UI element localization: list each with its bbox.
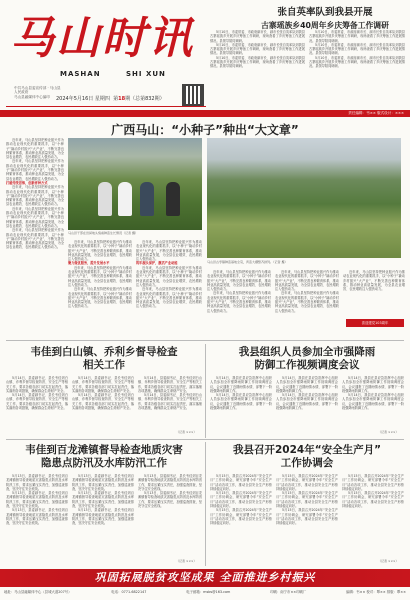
feature-body-col3: 近年来，马山县坚持把种业振兴作为推动农业现代化的重要抓手，以“小种子”撬动乡村振兴“大产业”，不断完善良种繁育体系，推动种业高质量发展，为全县农业增效、农民增收注入强劲动力。 筑牢源头保护，激活产业动能 近年来，马山县坚持把种业振兴作为推动农业现代化的重要抓手，以“小种子”撬动乡村振兴“大产业”，不断完善良种繁育体系，推动种业高质量发展，为全县农业增效、农民增收注入强劲动力。 近年来，马山县坚持把种业振兴作为推动农业现代化的重要抓手，以“小种子”撬动乡村振兴“大产业”，不断完善良种繁育体系，推动种业高质量发展，为全县农业增效、农民增收注入强劲动力。 (136, 240, 202, 309)
article-1-body-col1: 5月14日，县委副书记、县长韦佳到白山镇、乔利乡督导检查防汛、安全生产等相关工作，要求各级各部门切实扛起责任，落实落细各项措施，确保群众生命财产安全。 5月14日，县委副书记、县长韦佳到白山镇、乔利乡督导检查防汛、安全生产等相关工作，要求各级各部门切实扛起责任，落实落细各项措施，确保群众生命财产安全。 (6, 376, 68, 411)
article-1-body-col2: 5月14日，县委副书记、县长韦佳到白山镇、乔利乡督导检查防汛、安全生产等相关工作，要求各级各部门切实扛起责任，落实落细各项措施，确保群众生命财产安全。 5月14日，县委副书记、县长韦佳到白山镇、乔利乡督导检查防汛、安全生产等相关工作，要求各级各部门切实扛起责任，落实落细各项措施，确保群众生命财产安全。 (72, 376, 134, 411)
publisher-line1: 中共马山县委宣传部 · 马山县人民政府 (14, 86, 61, 95)
feature-subheading-1: 打破传统思维，创新育种方式 (6, 180, 48, 185)
section-bar (0, 110, 410, 117)
article-3-body-col1: 5月13日，县委副书记、县长韦佳到百龙滩镇督导检查地质灾害隐患点防汛及水库防汛工作，要求压紧压实责任，加强巡查排查，坚决守住安全底线。 5月13日，县委副书记、县长韦佳到百龙滩镇督导检查地质灾害隐患点防汛及水库防汛工作，要求压紧压实责任，加强巡查排查，坚决守住安全底线。 5月13日，县委副书记、县长韦佳到百龙滩镇督导检查地质灾害隐患点防汛及水库防汛工作，要求压紧压实责任，加强巡查排查，坚决守住安全底线。 (6, 474, 68, 526)
article-4-byline: （记者 ×××） (378, 559, 399, 563)
party-anniversary-badge: 喜迎建党103周年 (346, 319, 404, 327)
footer-print: 印刷：南宁市××印刷厂 (270, 590, 307, 594)
article-3-body-col3: 5月13日，县委副书记、县长韦佳到百龙滩镇督导检查地质灾害隐患点防汛及水库防汛工作，要求压紧压实责任，加强巡查排查，坚决守住安全底线。 5月13日，县委副书记、县长韦佳到百龙滩镇督导检查地质灾害隐患点防汛及水库防汛工作，要求压紧压实责任，加强巡查排查，坚决守住安全底线。 (138, 474, 202, 509)
top-story-headline (245, 4, 405, 31)
feature-photo-field (68, 138, 202, 230)
publisher-line2: 马山县融媒体中心编印 (14, 94, 50, 99)
article-4-body-col2: 5月15日，我县召开2024年“安全生产月”工作协调会，研究部署今年“安全生产月”活动各项工作，推动全县安全生产形势持续稳定向好。 5月15日，我县召开2024年“安全生产月”工作协调会，研究部署今年“安全生产月”活动各项工作，推动全县安全生产形势持续稳定向好。 5月15日，我县召开2024年“安全生产月”工作协调会，研究部署今年“安全生产月”活动各项工作，推动全县安全生产形势持续稳定向好。 (276, 474, 338, 526)
article-2-byline: （记者 ×××） (378, 430, 399, 434)
pinyin-left: MASHAN (60, 70, 101, 78)
footer-phone: 电话：0771-6822147 (111, 590, 147, 594)
article-1-body-col3: 5月14日，县委副书记、县长韦佳到白山镇、乔利乡督导检查防汛、安全生产等相关工作，要求各级各部门切实扛起责任，落实落细各项措施，确保群众生命财产安全。 5月14日，县委副书记、县长韦佳到白山镇、乔利乡督导检查防汛、安全生产等相关工作，要求各级各部门切实扛起责任，落实落细各项措施，确保群众生命财产安全。 (138, 376, 202, 411)
slogan-banner: 巩固拓展脱贫攻坚成果 全面推进乡村振兴 (0, 569, 410, 587)
article-1-title: 韦佳到白山镇、乔利乡督导检查 相关工作 (30, 346, 178, 371)
article-2-body-col2: 5月14日，我县在县应急指挥中心组织人员参加全市强降雨防御工作视频调度会议，会议通报了近期雨情水情，部署下一阶段强降雨防御工作。 5月14日，我县在县应急指挥中心组织人员参加全市强降雨防御工作视频调度会议，会议通报了近期雨情水情，部署下一阶段强降雨防御工作。 (276, 376, 338, 411)
top-story-body-2: 5月10日，市委常委、市政府副市长、副市长张自英率队到我县古寨瑶族乡开展乡庆筹备工作调研，现场查看了乡庆筹备工作进展情况。县领导陪同调研。 5月10日，市委常委、市政府副市长、副市长张自英率队到我县古寨瑶族乡开展乡庆筹备工作调研，现场查看了乡庆筹备工作进展情况。县领导陪同调研。 5月10日，市委常委、市政府副市长、副市长张自英率队到我县古寨瑶族乡开展乡庆筹备工作调研，现场查看了乡庆筹备工作进展情况。县领导陪同调研。 (309, 30, 405, 69)
section-bar-text: 责任编辑：韦×× 版式设计：××× (348, 111, 404, 115)
feature-body-col6: 近年来，马山县坚持把种业振兴作为推动农业现代化的重要抓手，以“小种子”撬动乡村振兴“大产业”，不断完善良种繁育体系，推动种业高质量发展，为全县农业增效、农民增收注入强劲动力。 (343, 270, 405, 292)
qr-code-icon (182, 84, 204, 106)
masthead-title: 马山时讯 (10, 13, 194, 64)
article-4-title: 我县召开2024年“安全生产月” 工作协调会 (232, 444, 382, 469)
article-3-byline: （记者 ×××） (176, 559, 197, 563)
article-4-body-col1: 5月15日，我县召开2024年“安全生产月”工作协调会，研究部署今年“安全生产月”活动各项工作，推动全县安全生产形势持续稳定向好。 5月15日，我县召开2024年“安全生产月”工作协调会，研究部署今年“安全生产月”活动各项工作，推动全县安全生产形势持续稳定向好。 5月15日，我县召开2024年“安全生产月”工作协调会，研究部署今年“安全生产月”活动各项工作，推动全县安全生产形势持续稳定向好。 (210, 474, 272, 526)
article-2-body-col3: 5月14日，我县在县应急指挥中心组织人员参加全市强降雨防御工作视频调度会议，会议通报了近期雨情水情，部署下一阶段强降雨防御工作。 5月14日，我县在县应急指挥中心组织人员参加全市强降雨防御工作视频调度会议，会议通报了近期雨情水情，部署下一阶段强降雨防御工作。 (342, 376, 404, 411)
article-3-body-col2: 5月13日，县委副书记、县长韦佳到百龙滩镇督导检查地质灾害隐患点防汛及水库防汛工作，要求压紧压实责任，加强巡查排查，坚决守住安全底线。 5月13日，县委副书记、县长韦佳到百龙滩镇督导检查地质灾害隐患点防汛及水库防汛工作，要求压紧压实责任，加强巡查排查，坚决守住安全底线。 5月13日，县委副书记、县长韦佳到百龙滩镇督导检查地质灾害隐患点防汛及水库防汛工作，要求压紧压实责任，加强巡查排查，坚决守住安全底线。 (72, 474, 134, 526)
pinyin-right: SHI XUN (126, 70, 166, 78)
masthead-pinyin (60, 70, 188, 78)
issue-date: 2024年5月16日 (56, 96, 94, 102)
footer (4, 589, 406, 594)
issue-info: 2024年5月16日 星期四 第18期（总第832期） (56, 96, 165, 102)
feature-headline: 广西马山：“小种子”种出“大文章” (111, 123, 299, 137)
feature-body-col1: 近年来，马山县坚持把种业振兴作为推动农业现代化的重要抓手，以“小种子”撬动乡村振兴“大产业”，不断完善良种繁育体系，推动种业高质量发展，为全县农业增效、农民增收注入强劲动力。 近年来，马山县坚持把种业振兴作为推动农业现代化的重要抓手，以“小种子”撬动乡村振兴“大产业”，不断完善良种繁育体系，推动种业高质量发展，为全县农业增效、农民增收注入强劲动力。 打破传统思维，创新育种方式 近年来，马山县坚持把种业振兴作为推动农业现代化的重要抓手，以“小种子”撬动乡村振兴“大产业”，不断完善良种繁育体系，推动种业高质量发展，为全县农业增效、农民增收注入强劲动力。 近年来，马山县坚持把种业振兴作为推动农业现代化的重要抓手，以“小种子”撬动乡村振兴“大产业”，不断完善良种繁育体系，推动种业高质量发展，为全县农业增效、农民增收注入强劲动力。 近年来，马山县坚持把种业振兴作为推动农业现代化的重要抓手，以“小种子”撬动乡村振兴“大产业”，不断完善良种繁育体系，推动种业高质量发展，为全县农业增效、农民增收注入强劲动力。 (6, 138, 64, 250)
feature-subheading-2: 聚力做优服务，提升发展水平 (68, 261, 110, 266)
issue-weekday: 星期四 (94, 96, 110, 102)
feature-body-col4: 近年来，马山县坚持把种业振兴作为推动农业现代化的重要抓手，以“小种子”撬动乡村振兴“大产业”，不断完善良种繁育体系，推动种业高质量发展，为全县农业增效、农民增收注入强劲动力。 近年来，马山县坚持把种业振兴作为推动农业现代化的重要抓手，以“小种子”撬动乡村振兴“大产业”，不断完善良种繁育体系，推动种业高质量发展，为全县农业增效、农民增收注入强劲动力。 (207, 270, 271, 313)
top-story-body-1: 5月10日，市委常委、市政府副市长、副市长张自英率队到我县古寨瑶族乡开展乡庆筹备工作调研，现场查看了乡庆筹备工作进展情况。县领导陪同调研。 5月10日，市委常委、市政府副市长、副市长张自英率队到我县古寨瑶族乡开展乡庆筹备工作调研，现场查看了乡庆筹备工作进展情况。县领导陪同调研。 5月10日，市委常委、市政府副市长、副市长张自英率队到我县古寨瑶族乡开展乡庆筹备工作调研，现场查看了乡庆筹备工作进展情况。县领导陪同调研。 (210, 30, 305, 69)
footer-editor: 编辑：韦×× 校对：覃×× 排版：覃×× (346, 590, 406, 594)
top-story-title: 张自英率队到我县开展 (277, 7, 373, 18)
footer-address: 地址：马山县融媒体中心（县城大道207号） (4, 590, 72, 594)
issue-number: 18 (118, 96, 126, 102)
feature-subheading-3: 筑牢源头保护，激活产业动能 (136, 261, 178, 266)
feature-body-col5: 近年来，马山县坚持把种业振兴作为推动农业现代化的重要抓手，以“小种子”撬动乡村振兴“大产业”，不断完善良种繁育体系，推动种业高质量发展，为全县农业增效、农民增收注入强劲动力。 近年来，马山县坚持把种业振兴作为推动农业现代化的重要抓手，以“小种子”撬动乡村振兴“大产业”，不断完善良种繁育体系，推动种业高质量发展，为全县农业增效、农民增收注入强劲动力。 (275, 270, 339, 313)
article-2-body-col1: 5月14日，我县在县应急指挥中心组织人员参加全市强降雨防御工作视频调度会议，会议通报了近期雨情水情，部署下一阶段强降雨防御工作。 5月14日，我县在县应急指挥中心组织人员参加全市强降雨防御工作视频调度会议，会议通报了近期雨情水情，部署下一阶段强降雨防御工作。 (210, 376, 272, 411)
footer-email: 电子邮箱：msbs@163.com (186, 590, 231, 594)
top-story-subtitle: 古寨瑶族乡40周年乡庆筹备工作调研 (261, 21, 389, 30)
feature-photo-landscape (207, 138, 401, 258)
article-3-title: 韦佳到百龙滩镇督导检查地质灾害 隐患点防汛及水库防汛工作 (25, 444, 183, 469)
article-2-title: 我县组织人员参加全市强降雨 防御工作视频调度会议 (238, 346, 376, 371)
article-4-body-col3: 5月15日，我县召开2024年“安全生产月”工作协调会，研究部署今年“安全生产月”活动各项工作，推动全县安全生产形势持续稳定向好。 5月15日，我县召开2024年“安全生产月”工作协调会，研究部署今年“安全生产月”活动各项工作，推动全县安全生产形势持续稳定向好。 (342, 474, 404, 509)
feature-body-col2: 近年来，马山县坚持把种业振兴作为推动农业现代化的重要抓手，以“小种子”撬动乡村振兴“大产业”，不断完善良种繁育体系，推动种业高质量发展，为全县农业增效、农民增收注入强劲动力。 聚力做优服务，提升发展水平 近年来，马山县坚持把种业振兴作为推动农业现代化的重要抓手，以“小种子”撬动乡村振兴“大产业”，不断完善良种繁育体系，推动种业高质量发展，为全县农业增效、农民增收注入强劲动力。 近年来，马山县坚持把种业振兴作为推动农业现代化的重要抓手，以“小种子”撬动乡村振兴“大产业”，不断完善良种繁育体系，推动种业高质量发展，为全县农业增效、农民增收注入强劲动力。 (68, 240, 132, 309)
photo1-caption: 马山县干部在田间地头察看种苗生长情况（记者 摄） (68, 231, 138, 235)
article-1-byline: （记者 ×××） (176, 430, 197, 434)
photo2-caption: 马山县古零镇种苗基地全景，育苗大棚整齐排列。（记者 摄） (207, 260, 288, 264)
